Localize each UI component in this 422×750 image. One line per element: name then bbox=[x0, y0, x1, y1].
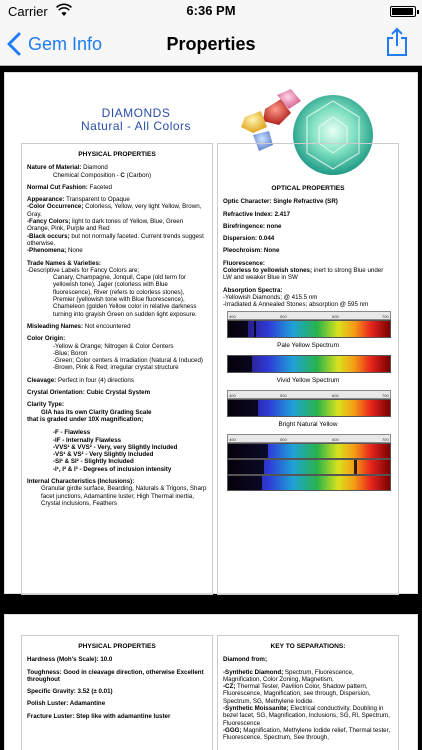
bright-natural-yellow-spectrum bbox=[227, 399, 391, 417]
appearance bbox=[27, 196, 207, 203]
document-heading bbox=[81, 107, 191, 133]
tick-label: 600 bbox=[332, 393, 339, 399]
fancy-colors bbox=[27, 218, 207, 233]
pleochroism: Pleochroism: None bbox=[223, 247, 280, 255]
battery-icon bbox=[390, 6, 416, 17]
cleavage bbox=[27, 377, 207, 384]
cleavage-label: Cleavage: bbox=[27, 376, 57, 384]
optic-character: Optic Character: Single Refractive (SR) bbox=[223, 198, 338, 206]
phenomena-value: None bbox=[67, 247, 83, 255]
absorption-band bbox=[228, 460, 264, 474]
spectrum-caption: Pale Yellow Spectrum bbox=[277, 341, 339, 349]
separation-value: Spectrum, Fluorescence, Magnification, Color Zoning, Magnetism, bbox=[223, 668, 354, 683]
nature-label: Nature of Material: bbox=[27, 164, 82, 172]
tick-label: 700 bbox=[382, 313, 389, 319]
color-origin-item: -Yellow & Orange; Nitrogen & Color Centers bbox=[53, 342, 174, 350]
specific-gravity: Specific Gravity: 3.52 (± 0.01) bbox=[27, 688, 113, 696]
tick-label: 500 bbox=[280, 437, 287, 443]
battery-level-fill bbox=[392, 8, 413, 15]
cleavage-value: Perfect in four (4) directions bbox=[57, 376, 134, 384]
color-occurrence-label: -Color Occurrence; bbox=[27, 203, 84, 211]
key-to-separations-column bbox=[217, 635, 399, 750]
color-occurrence-value: Colorless, Yellow, very light Yellow, Brown, Gray. bbox=[27, 203, 202, 218]
spectrum-caption: Bright Natural Yellow bbox=[278, 421, 338, 429]
color-origin-label: Color Origin: bbox=[27, 335, 66, 343]
color-occurrence bbox=[27, 203, 207, 218]
spectrum-caption: Vivid Yellow Spectrum bbox=[276, 376, 340, 384]
physical-properties-column bbox=[21, 635, 213, 750]
separation-label: -GGG; bbox=[223, 726, 242, 734]
carrier-label: Carrier bbox=[8, 4, 48, 19]
separation-item bbox=[223, 669, 393, 684]
absorption-band bbox=[354, 460, 357, 474]
separation-value: Magnification, Methylene Iodide relief, Thermal tester, Fluorescence, Spectrum, See through, bbox=[223, 726, 391, 742]
separation-item bbox=[223, 705, 393, 727]
black-occurs-value: but not normally faceted. Current trends suggest otherwise. bbox=[27, 232, 204, 247]
clarity-type-line: that is graded under 10X magnification; bbox=[27, 415, 144, 423]
toughness bbox=[27, 669, 207, 684]
separation-item bbox=[223, 727, 393, 742]
phenomena bbox=[27, 247, 207, 254]
share-icon[interactable] bbox=[386, 27, 408, 57]
chemical-composition bbox=[27, 172, 207, 179]
page-title: Properties bbox=[166, 34, 256, 54]
absorption-band bbox=[228, 321, 248, 337]
back-button-label: Gem Info bbox=[28, 33, 103, 54]
birefringence: Birefringence: none bbox=[223, 222, 282, 230]
fluorescence-text: inert to strong Blue under LW and weaker Blue in SW bbox=[223, 267, 384, 282]
fracture-luster: Fracture Luster: Step like with adamantine luster bbox=[27, 712, 171, 720]
fluorescence-bold: Colorless to yellowish stones; bbox=[223, 267, 313, 275]
tick-label: 400 bbox=[229, 437, 236, 443]
tick-label: 500 bbox=[280, 313, 287, 319]
trade-names-intro: -Descriptive Labels for Fancy Colors are; bbox=[27, 266, 140, 274]
fancy-colors-value: light to dark tones of Yellow, Blue, Green Orange, Pink, Purple and Red bbox=[27, 218, 184, 233]
clarity-grade: -F - Flawless bbox=[53, 429, 91, 437]
absorption-item: -Yellowish Diamonds; @ 415.5 nm bbox=[223, 293, 318, 301]
separation-item bbox=[223, 683, 393, 705]
spectrum-scale bbox=[227, 311, 391, 320]
refractive-index: Refractive Index: 2.417 bbox=[223, 210, 291, 218]
phenomena-label: -Phenomena; bbox=[27, 247, 67, 255]
black-occurs bbox=[27, 233, 207, 248]
spectrum-scale bbox=[227, 390, 391, 399]
clock: 6:36 PM bbox=[186, 3, 236, 18]
fluorescence-value bbox=[223, 267, 393, 282]
clarity-grade: -I¹, I² & I³ - Degrees of inclusion intensity bbox=[53, 465, 172, 473]
document-page-1 bbox=[4, 72, 418, 594]
cut-label: Normal Cut Fashion: bbox=[27, 183, 88, 191]
navigation-bar bbox=[0, 22, 422, 66]
document-page-2 bbox=[4, 614, 418, 750]
fluorescence-label: Fluorescence: bbox=[223, 259, 265, 267]
optical-properties-column bbox=[217, 143, 399, 595]
separation-intro: Diamond from; bbox=[223, 656, 267, 664]
nature-of-material bbox=[27, 164, 207, 171]
spectrum-strip bbox=[227, 459, 391, 475]
tick-label: 500 bbox=[280, 393, 287, 399]
misleading-label: Misleading Names: bbox=[27, 322, 84, 330]
separation-value: Thermal Tester, Pavilion Color, Shadow pattern, Fluorescence, Magnification, see through, Dispersion, Spectrum, SG, Methylene Iodide. bbox=[223, 683, 371, 705]
separation-value: Electrical conductivity, Doubling in bezel facet, SG, Magnification, Inclusions, SG, RI, Spectrum, Fluorescence bbox=[223, 705, 390, 727]
trade-names-label: Trade Names & Varieties: bbox=[27, 259, 101, 267]
absorption-label: Absorption Spectra: bbox=[223, 286, 283, 294]
tick-label: 400 bbox=[229, 393, 236, 399]
spectrum-scale bbox=[227, 434, 391, 443]
tick-label: 600 bbox=[332, 437, 339, 443]
spectrum-strip bbox=[227, 443, 391, 459]
black-occurs-label: -Black occurs; bbox=[27, 232, 70, 240]
polish-luster: Polish Luster: Adamantine bbox=[27, 700, 106, 708]
absorption-band bbox=[254, 321, 256, 337]
color-origin-item: -Brown, Pink & Red; irregular crystal structure bbox=[53, 364, 179, 372]
misleading-value: Not encountered bbox=[84, 322, 131, 330]
appearance-value: Transparent to Opaque bbox=[66, 196, 130, 204]
cut-value: Faceted bbox=[89, 183, 112, 191]
internal-characteristics-label: Internal Characteristics (Inclusions): bbox=[27, 477, 135, 485]
internal-characteristics-value: Granular girdle surface, Bearding, Naturals & Trigons, Sharp facet junctions, Adamantine luster, High Thermal inertia, Crystal inclusions, Feathers bbox=[41, 485, 207, 507]
color-origin-item: -Blue; Boron bbox=[53, 349, 88, 357]
color-origin-item: -Green; Color centers & Irradiation (Natural & Induced) bbox=[53, 357, 203, 365]
appearance-label: Appearance: bbox=[27, 196, 65, 204]
chem-name: (Carbon) bbox=[126, 171, 152, 179]
tick-label: 700 bbox=[382, 437, 389, 443]
nature-value: Diamond bbox=[83, 164, 108, 172]
separation-label: -Synthetic Diamond; bbox=[223, 668, 284, 676]
absorption-band bbox=[228, 444, 268, 458]
section-title: PHYSICAL PROPERTIES bbox=[78, 151, 156, 158]
toughness-value: Good in cleavage direction, otherwise Excellent throughout bbox=[27, 668, 204, 683]
separation-label: -Synthetic Moissanite; bbox=[223, 705, 289, 713]
separation-label: -CZ; bbox=[223, 683, 236, 691]
section-title: KEY TO SEPARATIONS: bbox=[270, 643, 346, 650]
absorption-band bbox=[228, 476, 262, 490]
trade-names-value: Canary, Champagne, Jonquil, Cape (old term for yellowish tone), Jager (colorless with Blue fluorescence), River (refers to colorless stones), Premier (yellowish tone with Blue fluorescence), Chameleon (golden Yellow color in relative darkness turning into grayish Green on sudden light exposure. bbox=[53, 274, 197, 318]
tick-label: 700 bbox=[382, 393, 389, 399]
section-title: OPTICAL PROPERTIES bbox=[271, 185, 345, 192]
crystal-orientation: Crystal Orientation: Cubic Crystal System bbox=[27, 389, 151, 397]
toughness-label: Toughness: bbox=[27, 668, 62, 676]
clarity-grade: -VS¹ & VS² - Very Slightly Included bbox=[53, 451, 154, 459]
chem-label: Chemical Composition - bbox=[53, 171, 119, 179]
clarity-type-line: GIA has its own Clarity Grading Scale bbox=[41, 408, 152, 416]
physical-properties-column bbox=[21, 143, 213, 595]
absorption-band bbox=[228, 400, 258, 416]
tick-label: 400 bbox=[229, 313, 236, 319]
clarity-type-label: Clarity Type: bbox=[27, 401, 65, 409]
heading-title: DIAMONDS bbox=[101, 106, 171, 120]
dispersion: Dispersion: 0.044 bbox=[223, 235, 275, 243]
clarity-grade: -SI¹ & SI² - Slightly Included bbox=[53, 458, 134, 466]
pale-yellow-spectrum bbox=[227, 320, 391, 338]
tick-label: 600 bbox=[332, 313, 339, 319]
status-bar bbox=[0, 0, 422, 22]
absorption-band bbox=[228, 356, 252, 372]
clarity-grade: -IF - Internally Flawless bbox=[53, 436, 122, 444]
spectrum-strip bbox=[227, 475, 391, 491]
absorption-item: -Irradiated & Annealed Stones; absorption @ 595 nm bbox=[223, 301, 369, 309]
misleading-names bbox=[27, 323, 207, 330]
section-title: PHYSICAL PROPERTIES bbox=[78, 643, 156, 650]
fancy-colors-label: -Fancy Colors; bbox=[27, 218, 71, 226]
clarity-grade: -VVS¹ & VVS² - Very, very Slightly Included bbox=[53, 443, 178, 451]
vivid-yellow-spectrum bbox=[227, 355, 391, 373]
cut-fashion bbox=[27, 184, 207, 191]
hardness: Hardness (Moh's Scale): 10.0 bbox=[27, 656, 113, 664]
heading-subtitle: Natural - All Colors bbox=[81, 119, 192, 133]
chem-symbol: C bbox=[120, 171, 125, 179]
